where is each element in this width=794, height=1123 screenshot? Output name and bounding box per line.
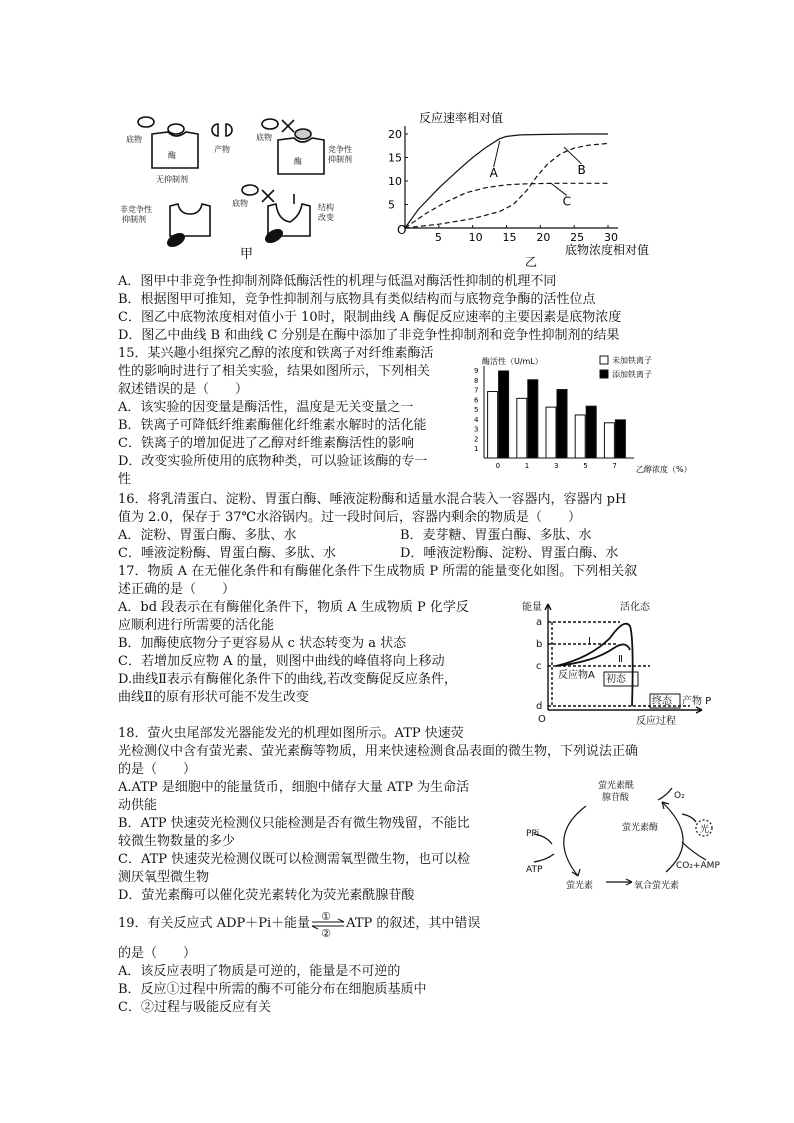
q19-option-b: B．反应①过程中所需的酶不可能分布在细胞质基质中 bbox=[118, 982, 427, 997]
bar-with-fe bbox=[499, 371, 509, 458]
y-tick-label: 20 bbox=[388, 128, 402, 141]
bar-with-fe bbox=[615, 420, 625, 458]
bar-xlabel: 乙醇浓度（%） bbox=[636, 465, 692, 474]
label-noncomp-1: 非竞争性 bbox=[120, 205, 152, 214]
q16-option-d: D．唾液淀粉酶、淀粉、胃蛋白酶、水 bbox=[400, 546, 619, 561]
chart-yi-ylabel: 反应速率相对值 bbox=[419, 111, 504, 125]
x-tick-label: 10 bbox=[468, 231, 483, 244]
bar-x-tick-label: 3 bbox=[554, 462, 559, 470]
q18-option-d: D．萤光素酶可以催化荧光素转化为荧光素酰腺苷酸 bbox=[118, 888, 415, 903]
energy-peak: 活化态 bbox=[620, 602, 650, 613]
q18-line-2: 的是（ ） bbox=[118, 762, 197, 777]
substrate-shape-2 bbox=[262, 119, 278, 129]
q18-line-0: 18．萤火虫尾部发光器能发光的机理如图所示。ATP 快速荧 bbox=[118, 726, 464, 741]
energy-c: c bbox=[536, 661, 542, 672]
bar-y-tick-label: 2 bbox=[474, 435, 479, 444]
bar-no-fe bbox=[546, 407, 556, 458]
product-shape bbox=[212, 124, 232, 136]
firefly-enzyme: 萤光素酶 bbox=[622, 823, 659, 833]
y-tick-label: 15 bbox=[388, 151, 402, 165]
bar-y-tick-label: 4 bbox=[474, 415, 479, 424]
label-comp-2: 抑制剂 bbox=[328, 155, 352, 164]
q16-option-c: C．唾液淀粉酶、胃蛋白酶、多肽、水 bbox=[118, 546, 336, 561]
q19-line-1: 的是（ ） bbox=[118, 946, 197, 961]
bar-with-fe bbox=[557, 390, 567, 458]
label-substrate-3: 底物 bbox=[232, 199, 248, 208]
q15-option-b: B．铁离子可降低纤维素酶催化纤维素水解时的活化能 bbox=[118, 418, 427, 433]
firefly-ppi: PPi bbox=[526, 829, 540, 839]
figure-jia bbox=[118, 110, 368, 260]
energy-a: a bbox=[536, 617, 543, 628]
bar-y-tick-label: 1 bbox=[474, 445, 479, 454]
bar-y-tick-label: 9 bbox=[474, 367, 479, 375]
q14-option-a: A．图甲中非竞争性抑制剂降低酶活性的机理与低温对酶活性抑制的机理不同 bbox=[118, 274, 557, 289]
bar-no-fe bbox=[575, 415, 585, 458]
enzyme-shape bbox=[152, 132, 198, 168]
q17-option-d-2: 曲线Ⅱ的原有形状可能不发生改变 bbox=[118, 690, 309, 705]
annotation-pointer bbox=[564, 147, 582, 164]
q17-option-a: A．bd 段表示在有酶催化条件下，物质 A 生成物质 P 化学反 bbox=[118, 600, 469, 615]
noncomp-inhibitor-shape-2 bbox=[264, 227, 285, 245]
bar-no-fe bbox=[604, 423, 614, 458]
bar-y-tick-label: 8 bbox=[474, 376, 479, 385]
q18-option-a-2: 动供能 bbox=[118, 798, 158, 813]
y-tick-label: 5 bbox=[388, 198, 395, 212]
label-enzyme-2: 酶 bbox=[294, 157, 302, 166]
arrow-bottom-label: ② bbox=[321, 927, 332, 940]
bar-x-tick-label: 1 bbox=[524, 462, 530, 470]
substrate-shape-3 bbox=[242, 185, 258, 195]
q19-pre: 19．有关反应式 ADP＋Pi＋能量 bbox=[118, 916, 311, 931]
q17-line-1: 述正确的是（ ） bbox=[118, 582, 236, 597]
x-tick-label: 20 bbox=[536, 231, 551, 244]
q16-line-0: 16．将乳清蛋白、淀粉、胃蛋白酶、唾液淀粉酶和适量水混合装入一容器内，容器内 pH bbox=[118, 492, 627, 507]
substrate-shape bbox=[138, 117, 154, 127]
chart-yi-origin: O bbox=[397, 223, 407, 237]
bar-no-fe bbox=[517, 398, 527, 458]
firefly-o2: O₂ bbox=[674, 791, 685, 801]
annotation-label: A bbox=[489, 166, 498, 181]
q15-option-d: D．改变实验所使用的底物种类，可以验证该酶的专一 bbox=[118, 454, 428, 469]
q16-option-b: B．麦芽糖、胃蛋白酶、多肽、水 bbox=[400, 528, 592, 543]
energy-ylabel: 能量 bbox=[522, 602, 542, 613]
y-tick-label: 10 bbox=[388, 175, 402, 188]
q17-option-d: D.曲线Ⅱ表示有酶催化条件下的曲线,若改变酶促反应条件， bbox=[118, 672, 458, 687]
bar-x-tick-label: 7 bbox=[612, 462, 617, 470]
reversible-arrow bbox=[310, 910, 346, 940]
q19-option-a: A．该反应表明了物质是可逆的，能量是不可逆的 bbox=[118, 964, 401, 979]
label-struct-1: 结构 bbox=[318, 203, 334, 212]
noncomp-inhibitor-shape-1 bbox=[166, 231, 187, 249]
q18-line-1: 光检测仪中含有萤光素、萤光素酶等物质，用来快速检测食品表面的微生物，下列说法正确 bbox=[118, 744, 639, 759]
arrow-top-label: ① bbox=[321, 910, 332, 923]
x-tick-label: 15 bbox=[502, 231, 517, 244]
energy-initial: 初态 bbox=[606, 674, 626, 685]
substrate-bound bbox=[168, 124, 184, 134]
chart-yi bbox=[375, 108, 675, 268]
x-tick-label: 25 bbox=[570, 231, 585, 244]
q17-line-0: 17．物质 A 在无催化条件和有酶催化条件下生成物质 P 所需的能量变化如图。下列相关叙 bbox=[118, 564, 638, 579]
q19-post: ATP 的叙述，其中错误 bbox=[346, 916, 481, 931]
bar-ylabel: 酶活性（U/mL） bbox=[482, 357, 543, 366]
legend-label: 未加铁离子 bbox=[612, 356, 652, 365]
q14-option-c: C．图乙中底物浓度相对值小于 10时，限制曲线 A 酶促反应速率的主要因素是底物浓度 bbox=[118, 310, 622, 325]
bar-y-tick-label: 3 bbox=[474, 425, 479, 434]
caption-jia: 甲 bbox=[240, 247, 254, 262]
energy-curve-2-label: Ⅱ bbox=[618, 654, 623, 665]
firefly-adenyl-2: 腺苷酸 bbox=[602, 793, 630, 803]
q15-line-0: 15．某兴趣小组探究乙醇的浓度和铁离子对纤维素酶活 bbox=[118, 346, 434, 361]
series-line-C bbox=[405, 143, 608, 228]
q19-line-0 bbox=[118, 910, 481, 940]
enzyme-shape-2 bbox=[278, 138, 324, 174]
figure-firefly bbox=[526, 776, 726, 906]
figure-energy bbox=[510, 598, 710, 728]
q18-option-c-2: 测厌氧型微生物 bbox=[118, 870, 210, 885]
label-noncomp-2: 抑制剂 bbox=[122, 215, 146, 224]
chart-bar bbox=[470, 350, 695, 480]
energy-xlabel: 反应过程 bbox=[636, 716, 676, 727]
bar-y-tick-label: 5 bbox=[474, 406, 479, 415]
bar-no-fe bbox=[488, 392, 498, 458]
bar-x-tick-label: 5 bbox=[583, 462, 588, 470]
label-product: 产物 bbox=[214, 145, 230, 154]
annotation-label: C bbox=[562, 194, 572, 209]
energy-curve-1-label: Ⅰ bbox=[588, 636, 591, 647]
label-substrate-1: 底物 bbox=[126, 135, 142, 144]
q15-line-1: 性的影响时进行了相关实验，结果如图所示，下列相关 bbox=[118, 364, 431, 379]
q15-line-2: 叙述错误的是（ ） bbox=[118, 382, 249, 397]
q18-option-c: C．ATP 快速荧光检测仪既可以检测需氧型微生物，也可以检 bbox=[118, 852, 471, 867]
firefly-adenyl-1: 萤光素酰 bbox=[598, 781, 635, 791]
q17-option-a-2: 应顺利进行所需要的活化能 bbox=[118, 618, 275, 633]
q15-option-c: C．铁离子的增加促进了乙醇对纤维素酶活性的影响 bbox=[118, 436, 414, 451]
label-comp-1: 竞争性 bbox=[328, 145, 352, 154]
firefly-co2: CO₂+AMP bbox=[676, 861, 720, 871]
q16-line-1: 值为 2.0，保存于 37℃水浴锅内。过一段时间后，容器内剩余的物质是（ ） bbox=[118, 510, 582, 525]
q14-option-d: D．图乙中曲线 B 和曲线 C 分别是在酶中添加了非竞争性抑制剂和竞争性抑制剂的结果 bbox=[118, 328, 620, 343]
firefly-luciferin: 萤光素 bbox=[566, 881, 594, 891]
q15-option-a: A．该实验的因变量是酶活性，温度是无关变量之一 bbox=[118, 400, 414, 415]
legend-swatch bbox=[600, 370, 608, 378]
energy-origin: O bbox=[538, 714, 546, 725]
x-tick-label: 30 bbox=[604, 231, 618, 244]
q17-option-c: C．若增加反应物 A 的量，则图中曲线的峰值将向上移动 bbox=[118, 654, 445, 669]
q15-line-7: 性 bbox=[118, 472, 132, 487]
label-enzyme-1: 酶 bbox=[168, 151, 176, 160]
comp-inhibitor-shape bbox=[295, 129, 311, 139]
q18-option-a: A.ATP 是细胞中的能量货币，细胞中储存大量 ATP 为生命活 bbox=[118, 780, 470, 795]
q17-option-b: B．加酶使底物分子更容易从 c 状态转变为 a 状态 bbox=[118, 636, 407, 651]
enzyme-shape-3 bbox=[170, 204, 210, 236]
firefly-light: 光 bbox=[700, 825, 710, 835]
energy-d: d bbox=[536, 701, 543, 712]
annotation-label: B bbox=[577, 162, 586, 177]
firefly-oxy: 氧合萤光素 bbox=[634, 881, 680, 891]
bar-with-fe bbox=[586, 406, 596, 458]
energy-final: 终态 bbox=[652, 696, 672, 707]
energy-reactant: 反应物A bbox=[558, 670, 595, 681]
legend-label: 添加铁离子 bbox=[612, 370, 652, 379]
bar-x-tick-label: 0 bbox=[495, 462, 501, 470]
label-struct-2: 改变 bbox=[318, 213, 334, 222]
bar-y-tick-label: 7 bbox=[474, 386, 479, 395]
label-no-inhibitor: 无抑制剂 bbox=[156, 175, 188, 184]
q16-option-a: A．淀粉、胃蛋白酶、多肽、水 bbox=[118, 528, 297, 543]
series-line-B bbox=[405, 183, 608, 228]
q18-option-b-2: 较微生物数量的多少 bbox=[118, 834, 236, 849]
firefly-atp: ATP bbox=[526, 865, 543, 875]
bar-y-tick-label: 6 bbox=[474, 396, 479, 405]
legend-swatch bbox=[600, 356, 608, 364]
energy-b: b bbox=[536, 639, 543, 650]
chart-yi-xlabel: 底物浓度相对值 bbox=[565, 243, 650, 257]
series-line-A bbox=[405, 134, 608, 228]
label-substrate-2: 底物 bbox=[256, 133, 272, 142]
annotation-pointer bbox=[494, 141, 500, 167]
energy-product: 产物 P bbox=[682, 696, 712, 707]
bar-with-fe bbox=[528, 380, 538, 458]
q18-option-b: B．ATP 快速荧光检测仪只能检测是否有微生物残留，不能比 bbox=[118, 816, 470, 831]
chart-yi-caption: 乙 bbox=[525, 255, 538, 269]
q19-option-c: C．②过程与吸能反应有关 bbox=[118, 1000, 271, 1015]
q14-option-b: B．根据图甲可推知，竞争性抑制剂与底物具有类似结构而与底物竞争酶的活性位点 bbox=[118, 292, 596, 307]
x-tick-label: 5 bbox=[434, 231, 442, 244]
